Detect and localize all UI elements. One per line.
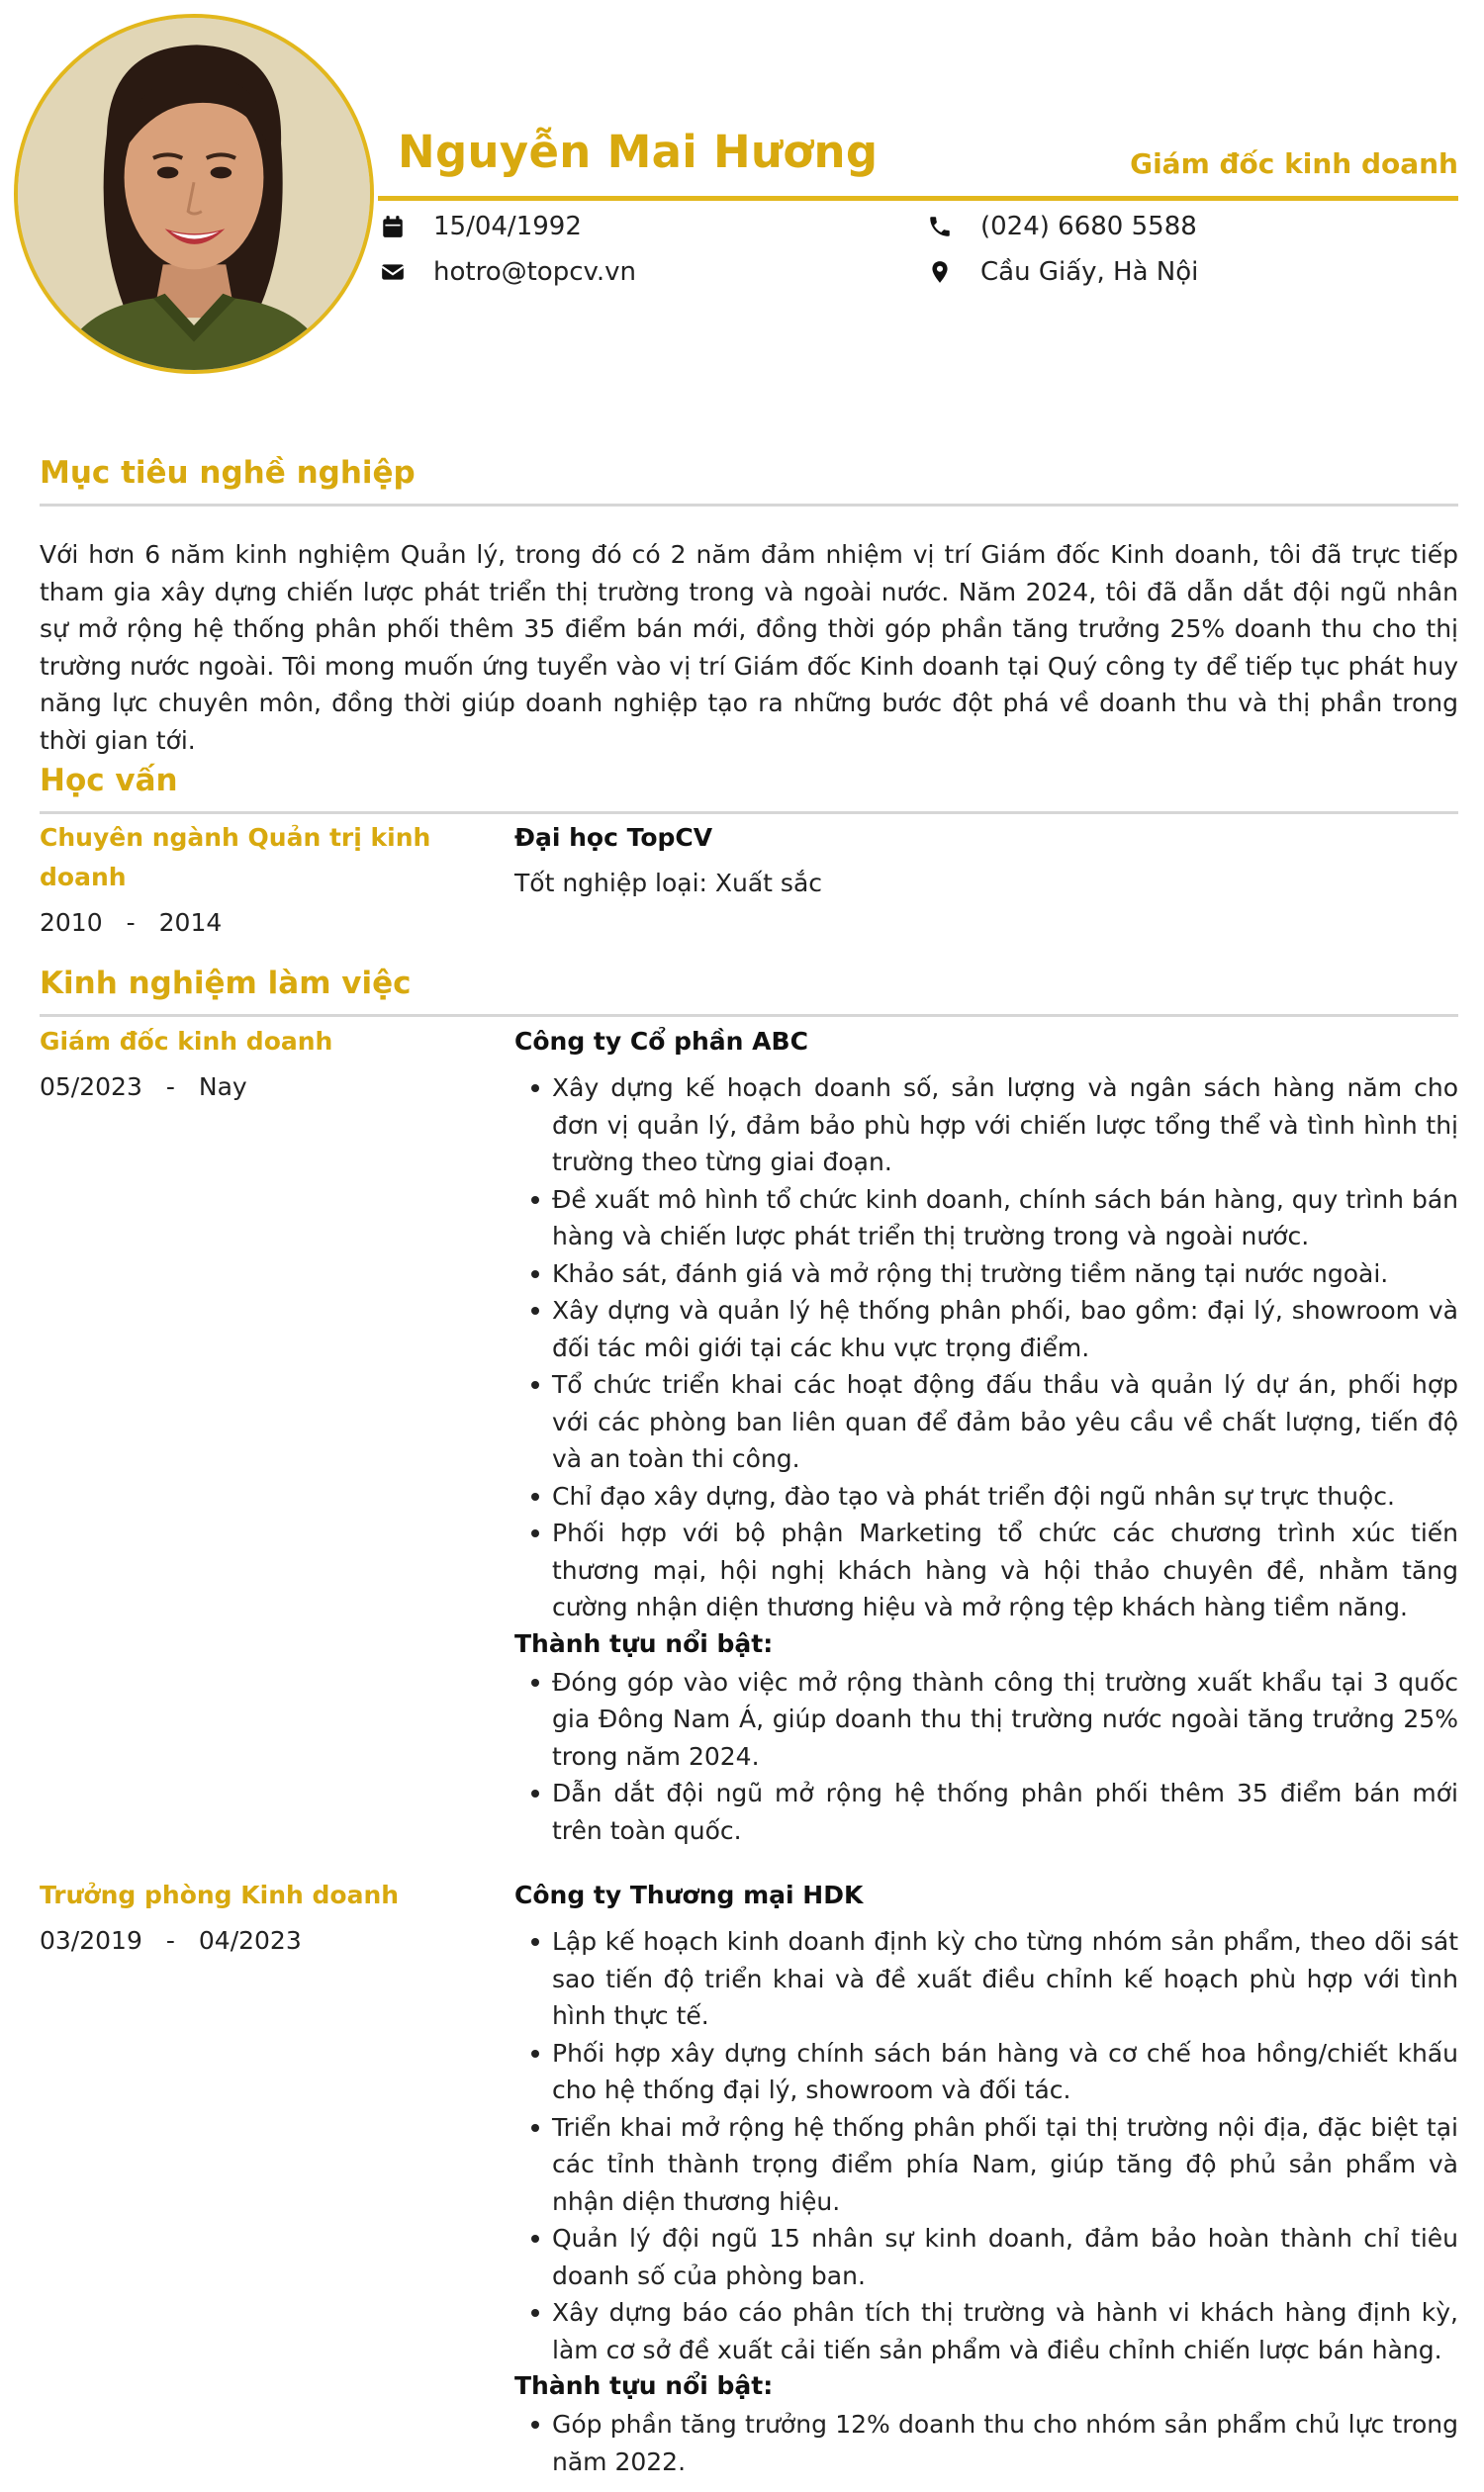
education-section bbox=[40, 758, 1458, 814]
education-end: 2014 bbox=[158, 908, 223, 937]
contact-dob bbox=[378, 207, 582, 246]
experience-section bbox=[40, 961, 1458, 1017]
phone-value[interactable]: (024) 6680 5588 bbox=[980, 212, 1197, 241]
duty-item: Phối hợp với bộ phận Marketing tổ chức các chương trình xúc tiến thương mại, hội nghị khách hàng và hội thảo chuyên đề, nhằm tăng cường nhận diện thương hiệu và mở rộng tệp khách hàng tiềm năng. bbox=[514, 1515, 1458, 1626]
job-start: 05/2023 bbox=[40, 1072, 142, 1101]
achievement-item: Đóng góp vào việc mở rộng thành công thị trường xuất khẩu tại 3 quốc gia Đông Nam Á, giúp doanh thu thị trường nước ngoài tăng trưởng 25% trong năm 2024. bbox=[514, 1664, 1458, 1776]
duty-list bbox=[514, 1923, 1458, 2368]
contact-address bbox=[925, 252, 1198, 292]
achievement-list bbox=[514, 2406, 1458, 2480]
achievement-item: Góp phần tăng trưởng 12% doanh thu cho nhóm sản phẩm chủ lực trong năm 2022. bbox=[514, 2406, 1458, 2480]
candidate-name: Nguyễn Mai Hương bbox=[398, 126, 879, 178]
duty-item: Tổ chức triển khai các hoạt động đấu thầu và quản lý dự án, phối hợp với các phòng ban liên quan để đảm bảo yêu cầu về chất lượng, tiến độ và an toàn thi công. bbox=[514, 1366, 1458, 1478]
duty-item: Xây dựng báo cáo phân tích thị trường và hành vi khách hàng định kỳ, làm cơ sở đề xuất cải tiến sản phẩm và điều chỉnh chiến lược bán hàng. bbox=[514, 2294, 1458, 2368]
objective-title: Mục tiêu nghề nghiệp bbox=[40, 455, 416, 491]
job-title: Giám đốc kinh doanh bbox=[1130, 147, 1458, 180]
envelope-icon bbox=[378, 257, 408, 287]
duty-item: Phối hợp xây dựng chính sách bán hàng và cơ chế hoa hồng/chiết khấu cho hệ thống đại lý, showroom và đối tác. bbox=[514, 2035, 1458, 2109]
date-separator: - bbox=[165, 1926, 175, 1955]
job-company: Công ty Thương mại HDK bbox=[514, 1881, 864, 1909]
achievement-list bbox=[514, 1664, 1458, 1850]
education-grade: Tốt nghiệp loại: Xuất sắc bbox=[514, 869, 823, 897]
job-position: Giám đốc kinh doanh bbox=[40, 1027, 333, 1056]
duty-item: Quản lý đội ngũ 15 nhân sự kinh doanh, đảm bảo hoàn thành chỉ tiêu doanh số của phòng ban. bbox=[514, 2220, 1458, 2294]
job-company: Công ty Cổ phần ABC bbox=[514, 1027, 808, 1056]
date-separator: - bbox=[165, 1072, 175, 1101]
job-start: 03/2019 bbox=[40, 1926, 142, 1955]
job-end: Nay bbox=[198, 1072, 247, 1101]
section-divider bbox=[40, 811, 1458, 814]
achievement-item: Dẫn dắt đội ngũ mở rộng hệ thống phân phối thêm 35 điểm bán mới trên toàn quốc. bbox=[514, 1775, 1458, 1849]
duty-item: Khảo sát, đánh giá và mở rộng thị trường tiềm năng tại nước ngoài. bbox=[514, 1255, 1458, 1293]
contact-phone bbox=[925, 207, 1197, 246]
date-separator: - bbox=[126, 908, 136, 937]
dob-value: 15/04/1992 bbox=[433, 212, 582, 241]
duty-item: Chỉ đạo xây dựng, đào tạo và phát triển đội ngũ nhân sự trực thuộc. bbox=[514, 1478, 1458, 1516]
education-school: Đại học TopCV bbox=[514, 823, 713, 852]
objective-text: Với hơn 6 năm kinh nghiệm Quản lý, trong đó có 2 năm đảm nhiệm vị trí Giám đốc Kinh doanh, tôi đã trực tiếp tham gia xây dựng chiến lược phát triển thị trường trong và ngoài nước. Năm 2024, tôi đã dẫn dắt đội ngũ nhân sự mở rộng hệ thống phân phối thêm 35 điểm bán mới, đồng thời góp phần tăng trưởng 25% doanh thu cho thị trường nước ngoài. Tôi mong muốn ứng tuyển vào vị trí Giám đốc Kinh doanh tại Quý công ty để tiếp tục phát huy năng lực chuyên môn, đồng thời giúp doanh nghiệp tạo ra những bước đột phá về doanh thu và thị phần trong thời gian tới. bbox=[40, 540, 1458, 755]
objective-section bbox=[40, 450, 1458, 759]
phone-icon bbox=[925, 212, 955, 241]
duty-item: Xây dựng và quản lý hệ thống phân phối, bao gồm: đại lý, showroom và đối tác môi giới tại các khu vực trọng điểm. bbox=[514, 1292, 1458, 1366]
job-end: 04/2023 bbox=[198, 1926, 302, 1955]
duty-item: Xây dựng kế hoạch doanh số, sản lượng và ngân sách hàng năm cho đơn vị quản lý, đảm bảo phù hợp với chiến lược tổng thể và tình hình thị trường theo từng giai đoạn. bbox=[514, 1069, 1458, 1181]
education-major: Chuyên ngành Quản trị kinh doanh bbox=[40, 823, 431, 891]
map-pin-icon bbox=[925, 257, 955, 287]
header-divider bbox=[378, 196, 1458, 201]
section-divider bbox=[40, 1014, 1458, 1017]
job-position: Trưởng phòng Kinh doanh bbox=[40, 1881, 400, 1909]
portrait-photo bbox=[18, 18, 370, 370]
duty-list bbox=[514, 1069, 1458, 1626]
duty-item: Triển khai mở rộng hệ thống phân phối tại thị trường nội địa, đặc biệt tại các tỉnh thành trọng điểm phía Nam, giúp tăng độ phủ sản phẩm và nhận diện thương hiệu. bbox=[514, 2109, 1458, 2221]
education-dates bbox=[40, 903, 505, 943]
duty-item: Đề xuất mô hình tổ chức kinh doanh, chính sách bán hàng, quy trình bán hàng và chiến lược phát triển thị trường trong và ngoài nước. bbox=[514, 1181, 1458, 1255]
email-value[interactable]: hotro@topcv.vn bbox=[433, 257, 637, 287]
job-dates bbox=[40, 1067, 505, 1107]
achievements-label: Thành tựu nổi bật: bbox=[514, 2371, 774, 2400]
education-title: Học vấn bbox=[40, 763, 178, 798]
duty-item: Lập kế hoạch kinh doanh định kỳ cho từng nhóm sản phẩm, theo dõi sát sao tiến độ triển khai và đề xuất điều chỉnh kế hoạch phù hợp với tình hình thực tế. bbox=[514, 1923, 1458, 2035]
experience-title: Kinh nghiệm làm việc bbox=[40, 966, 412, 1001]
education-start: 2010 bbox=[40, 908, 103, 937]
contact-email bbox=[378, 252, 636, 292]
achievements-label: Thành tựu nổi bật: bbox=[514, 1628, 774, 1658]
section-divider bbox=[40, 504, 1458, 507]
job-dates bbox=[40, 1921, 505, 1961]
calendar-icon bbox=[378, 212, 408, 241]
avatar bbox=[14, 14, 374, 374]
address-value: Cầu Giấy, Hà Nội bbox=[980, 257, 1199, 287]
